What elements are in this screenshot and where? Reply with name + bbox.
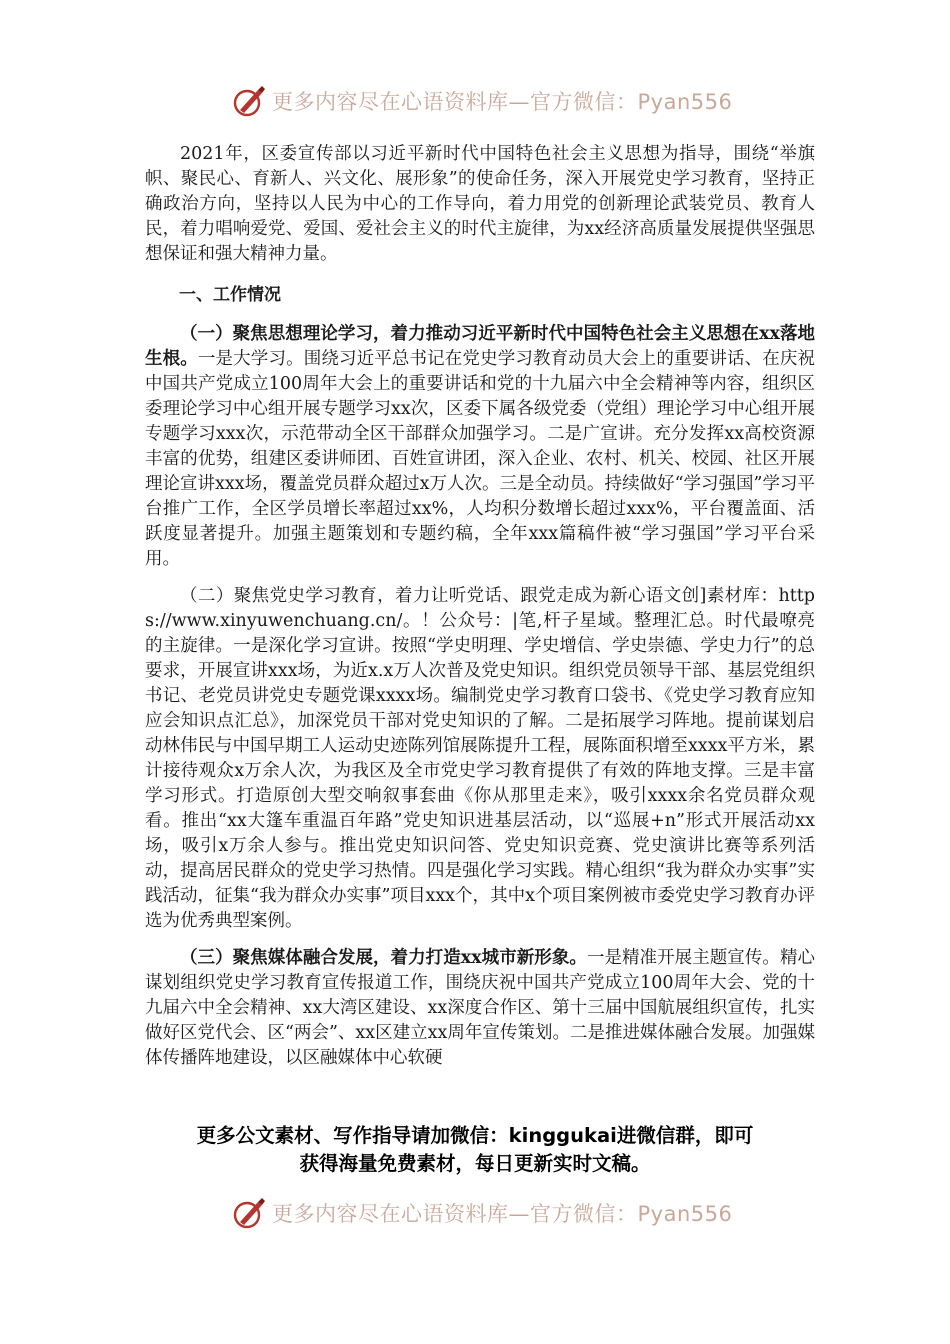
header-banner	[232, 84, 752, 118]
header-banner-text: 更多内容尽在心语资料库—官方微信：Pyan556	[272, 90, 733, 114]
footer-banner	[232, 1196, 752, 1230]
section-heading: 一、工作情况	[179, 285, 281, 305]
footer-banner-text: 更多内容尽在心语资料库—官方微信：Pyan556	[272, 1202, 733, 1226]
promo-line-1: 更多公文素材、写作指导请加微信：kinggukai进微信群，即可	[196, 1124, 754, 1147]
document-body	[145, 142, 815, 1083]
promo-notice	[100, 1122, 850, 1178]
pen-logo-icon	[232, 84, 266, 118]
item-3-title: （三）聚焦媒体融合发展，着力打造xx城市新形象。	[180, 948, 587, 968]
item-2-body: 时代最嘹亮的主旋律。一是深化学习宣讲。按照“学史明理、学史增信、学史崇德、学史力行”的总要求，开展宣讲xxx场，为近x.x万人次普及党史知识。组织党员领导干部、基层党组织书记、老党员讲党史专题党课xxxx场。编制党史学习教育口袋书、《党史学习教育应知应会知识点汇总》，加深党员干部对党史知识的了解。二是拓展学习阵地。提前谋划启动林伟民与中国早期工人运动史迹陈列馆展陈提升工程，展陈面积增至xxxx平方米，累计接待观众x万余人次，为我区及全市党史学习教育提供了有效的阵地支撑。三是丰富学习形式。打造原创大型交响叙事套曲《你从那里走来》，吸引xxxx余名党员群众观看。推出“xx大篷车重温百年路”党史知识进基层活动，以“巡展+n”形式开展活动xx场，吸引x万余人参与。推出党史知识问答、党史知识竞赛、党史演讲比赛等系列活动，提高居民群众的党史学习热情。四是强化学习实践。精心组织“我为群众办实事”实践活动，征集“我为群众办实事”项目xxx个，其中x个项目案例被市委党史学习教育办评选为优秀典型案例。	[145, 611, 815, 931]
paragraph-item-1	[145, 322, 815, 572]
pen-logo-icon	[232, 1196, 266, 1230]
item-1-title: （一）聚焦思想理论学习，着力推动习近平新时代中国特色社会主义思想在xx落地生根。	[145, 324, 815, 369]
paragraph-item-3	[145, 946, 815, 1071]
item-2-title: （二）聚焦党史学习教育，着力让听党话、跟党走成为新心语文创]素材库：	[180, 586, 779, 606]
paragraph-item-2	[145, 584, 815, 934]
intro-paragraph: 2021年，区委宣传部以习近平新时代中国特色社会主义思想为指导，围绕“举旗帜、聚民心、育新人、兴文化、展形象”的使命任务，深入开展党史学习教育，坚持正确政治方向，坚持以人民为中心的工作导向，着力用党的创新理论武装党员、教育人民，着力唱响爱党、爱国、爱社会主义的时代主旋律，为xx经济高质量发展提供坚强思想保证和强大精神力量。	[145, 144, 815, 264]
item-2-url: https://www.xinyuwenchuang.cn/。！公众号：|笔,杆子星域。整理汇总。	[145, 586, 815, 631]
promo-line-2: 获得海量免费素材，每日更新实时文稿。	[299, 1152, 651, 1175]
item-1-body: 一是大学习。围绕习近平总书记在党史学习教育动员大会上的重要讲话、在庆祝中国共产党成立100周年大会上的重要讲话和党的十九届六中全会精神等内容，组织区委理论学习中心组开展专题学习xx次，区委下属各级党委（党组）理论学习中心组开展专题学习xxx次，示范带动全区干部群众加强学习。二是广宣讲。充分发挥xx高校资源丰富的优势，组建区委讲师团、百姓宣讲团，深入企业、农村、机关、校园、社区开展理论宣讲xxx场，覆盖党员群众超过x万人次。三是全动员。持续做好“学习强国”学习平台推广工作，全区学员增长率超过xx%，人均积分数增长超过xxx%，平台覆盖面、活跃度显著提升。加强主题策划和专题约稿，全年xxx篇稿件被“学习强国”学习平台采用。	[145, 349, 815, 569]
item-3-body: 一是精准开展主题宣传。精心谋划组织党史学习教育宣传报道工作，围绕庆祝中国共产党成立100周年大会、党的十九届六中全会精神、xx大湾区建设、xx深度合作区、第十三届中国航展组织宣传，扎实做好区党代会、区“两会”、xx区建立xx周年宣传策划。二是推进媒体融合发展。加强媒体传播阵地建设，以区融媒体中心软硬	[145, 948, 815, 1068]
